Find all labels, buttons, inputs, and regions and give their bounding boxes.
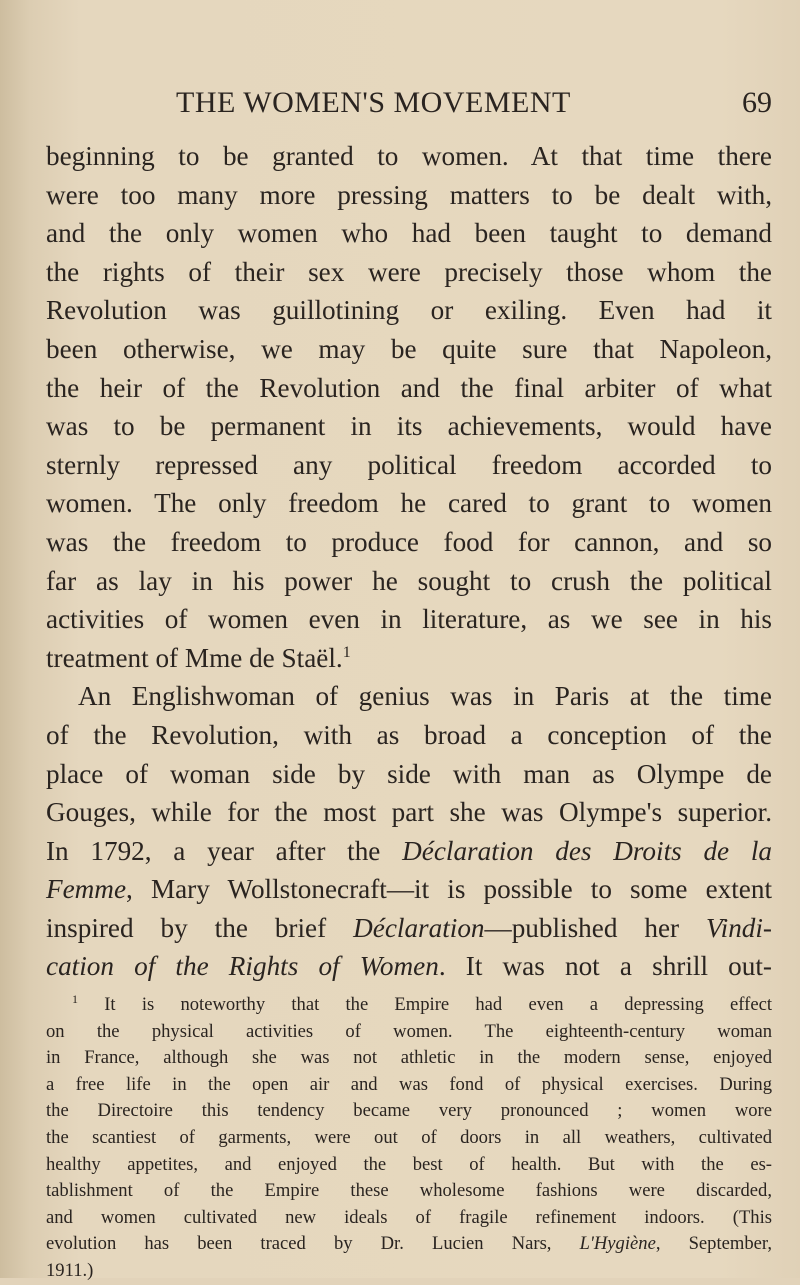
- body-line: and the only women who had been taught to demand: [46, 218, 772, 249]
- body-line: been otherwise, we may be quite sure that Napoleon,: [46, 333, 772, 364]
- body-line: activities of women even in literature, as we see in his: [46, 604, 772, 635]
- body-line: women. The only freedom he cared to grant to women: [46, 488, 772, 519]
- body-line: far as lay in his power he sought to crush the political: [46, 565, 772, 596]
- body-line: the heir of the Revolution and the final arbiter of what: [46, 372, 772, 403]
- footnote-line: the Directoire this tendency became very pronounced ; women wore: [46, 1100, 772, 1122]
- footnote-line: and women cultivated new ideals of fragile refinement indoors. (This: [46, 1206, 772, 1228]
- body-line: of the Revolution, with as broad a conception of the: [46, 719, 772, 750]
- body-line: the rights of their sex were precisely those whom the: [46, 256, 772, 287]
- body-line: Revolution was guillotining or exiling. Even had it: [46, 295, 772, 326]
- body-line: cation of the Rights of Women. It was not a shrill out-: [46, 951, 772, 982]
- footnote-line: $^1$ It is noteworthy that the Empire had even a depressing effect: [72, 992, 772, 1015]
- page-number: 69: [742, 86, 772, 119]
- footnote-marker: 1: [72, 992, 78, 1006]
- footnote-reference: 1: [342, 643, 351, 661]
- body-line: An Englishwoman of genius was in Paris at the time: [78, 681, 772, 712]
- body-line: were too many more pressing matters to be dealt with,: [46, 179, 772, 210]
- footnote-line: a free life in the open air and was fond of physical exercises. During: [46, 1073, 772, 1095]
- body-line: inspired by the brief Déclaration—published her Vindi-: [46, 912, 772, 943]
- body-line: beginning to be granted to women. At that time there: [46, 141, 772, 171]
- body-line: Femme, Mary Wollstonecraft—it is possible to some extent: [46, 874, 772, 905]
- body-line: treatment of Mme de Staël.$^1$: [46, 642, 351, 673]
- body-line: sternly repressed any political freedom accorded to: [46, 449, 772, 480]
- footnote-line: on the physical activities of women. The eighteenth-century woman: [46, 1020, 772, 1042]
- footnote-line: 1911.): [46, 1259, 94, 1281]
- footnote-line: evolution has been traced by Dr. Lucien Nars, L'Hygiène, September,: [46, 1233, 772, 1255]
- running-head: THE WOMEN'S MOVEMENT: [176, 86, 571, 119]
- footnote: [46, 992, 772, 1285]
- body-line: In 1792, a year after the Déclaration des Droits de la: [46, 835, 773, 866]
- body-text: [46, 137, 772, 986]
- footnote-line: healthy appetites, and enjoyed the best of health. But with the es-: [46, 1153, 772, 1175]
- body-line: was the freedom to produce food for cannon, and so: [46, 526, 772, 557]
- body-line: place of woman side by side with man as Olympe de: [46, 758, 772, 789]
- footnote-line: the scantiest of garments, were out of doors in all weathers, cultivated: [46, 1126, 772, 1148]
- footnote-line: in France, although she was not athletic in the modern sense, enjoyed: [46, 1047, 772, 1069]
- footnote-line: tablishment of the Empire these wholesome fashions were discarded,: [46, 1180, 772, 1202]
- body-line: was to be permanent in its achievements, would have: [46, 411, 772, 442]
- page-header: [46, 86, 772, 126]
- body-line: Gouges, while for the most part she was Olympe's superior.: [46, 797, 772, 828]
